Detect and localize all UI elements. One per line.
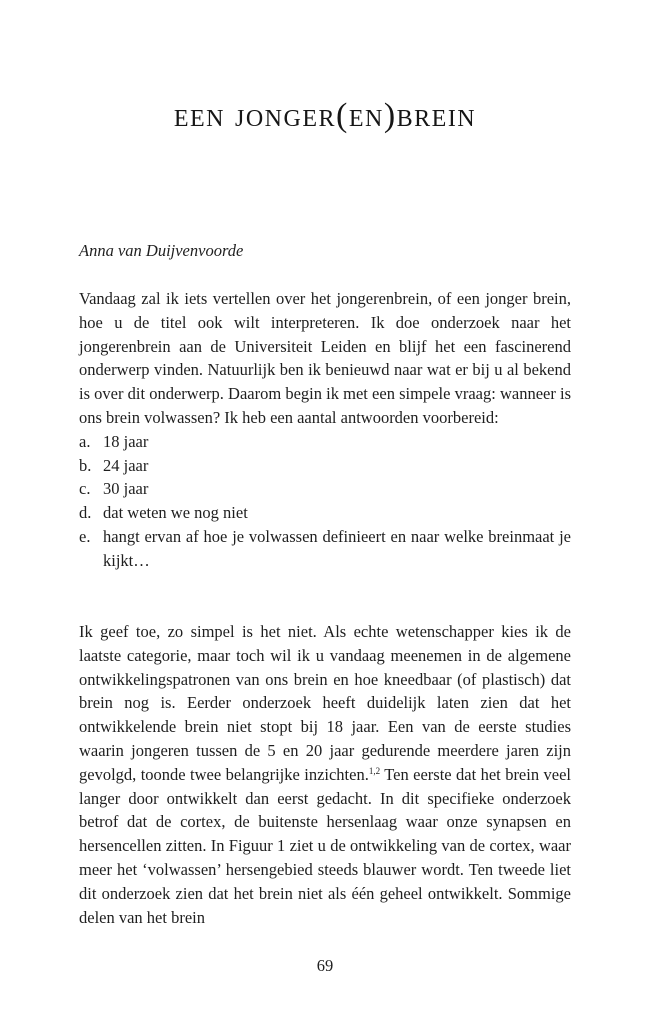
option-marker: e. (79, 526, 91, 546)
option-text: dat weten we nog niet (103, 503, 248, 523)
option-marker: a. (79, 431, 91, 451)
option-text: 24 jaar (103, 455, 149, 475)
option-text: 30 jaar (103, 479, 149, 499)
answer-option (79, 454, 571, 478)
answer-option (79, 477, 571, 501)
body-paragraph-1: Vandaag zal ik iets vertellen over het jongerenbrein, of een jonger brein, hoe u de titel ook wilt interpreteren. Ik doe onderzoek naar het jongerenbrein aan de Universiteit Leiden en blijf het een fascinerend onderwerp vinden. Natuurlijk ben ik benieuwd naar wat er bij u al bekend is over dit onderwerp. Daarom begin ik met een simpele vraag: wanneer is ons brein volwassen? Ik heb een aantal antwoorden voorbereid: (79, 289, 571, 427)
paragraph-2-text (79, 620, 571, 929)
chapter-title: een jonger(en)brein (173, 97, 477, 134)
option-text: hangt ervan af hoe je volwassen definieert en naar welke breinmaat je kijkt… (103, 526, 571, 570)
option-marker: d. (79, 503, 92, 523)
reference-superscript: 1,2 (368, 765, 381, 776)
intro-section (79, 287, 571, 573)
option-marker: b. (79, 455, 92, 475)
answer-options-list (79, 430, 571, 573)
option-text: 18 jaar (103, 431, 149, 451)
answer-option (79, 525, 571, 573)
body-paragraph-2 (79, 620, 571, 929)
option-marker: c. (79, 479, 91, 499)
paragraph-2-after-reference: Ten eerste dat het brein veel langer door ontwikkelt dan eerst gedacht. In dit specifieke onderzoek betrof dat de cortex, de buitenste hersenlaag waar onze synapsen en hersencellen zitten. In Figuur 1 ziet u de ontwikkeling van de cortex, waar meer het ‘volwassen’ hersengebied steeds blauwer wordt. Ten tweede liet dit onderzoek zien dat het brein niet als één geheel ontwikkelt. Sommige delen van het brein (79, 764, 571, 927)
author-name: Anna van Duijvenvoorde (79, 241, 244, 260)
answer-option (79, 501, 571, 525)
paragraph-2-before-reference: Ik geef toe, zo simpel is het niet. Als echte wetenschapper kies ik de laatste categorie, maar toch wil ik u vandaag meenemen in de algemene ontwikkelingspatronen van ons brein en hoe kneedbaar (of plastisch) dat brein nog is. Eerder onderzoek heeft duidelijk laten zien dat het ontwikkelende brein niet stopt bij 18 jaar. Een van de eerste studies waarin jongeren tussen de 5 en 20 jaar gedurende meerdere jaren zijn gevolgd, toonde twee belangrijke inzichten. (79, 622, 571, 784)
page-number: 69 (316, 956, 334, 975)
answer-option (79, 430, 571, 454)
